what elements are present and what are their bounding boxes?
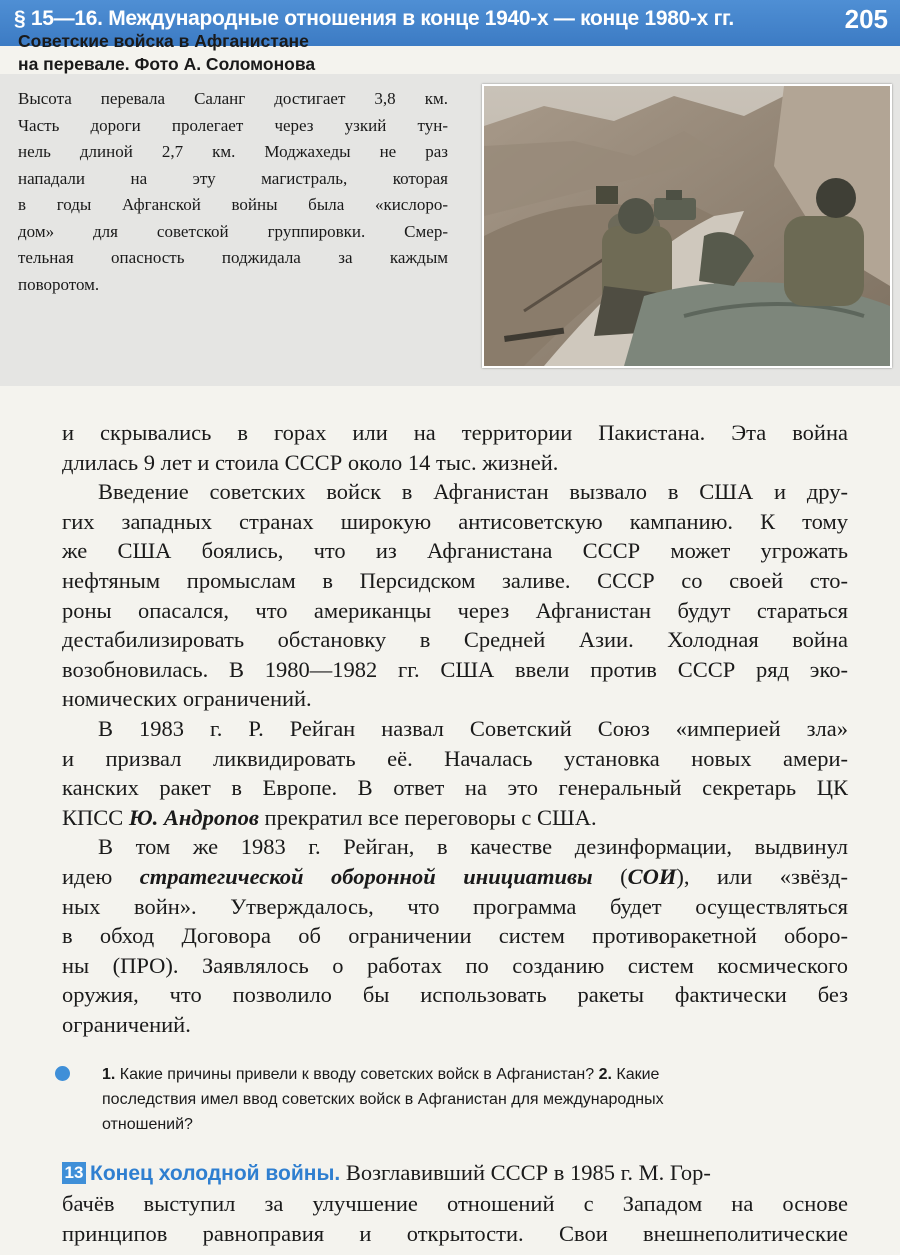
text-line: и призвал ликвидировать её. Началась установка новых амери- bbox=[62, 745, 848, 771]
question-line: последствия имел ввод советских войск в Афганистан для международных bbox=[102, 1091, 664, 1108]
term-sdi-abbr: СОИ bbox=[627, 863, 677, 889]
section-title: Конец холодной войны. bbox=[90, 1162, 341, 1185]
photo-caption-title bbox=[18, 30, 468, 76]
question-text: Какие bbox=[611, 1066, 660, 1083]
text-line: длилась 9 лет и стоила СССР около 14 тыс. жизней. bbox=[62, 449, 559, 475]
review-questions bbox=[102, 1062, 846, 1137]
text-line: принципов равноправия и открытости. Свои внешнеполитические bbox=[62, 1221, 848, 1246]
photo-illustration bbox=[484, 86, 890, 366]
text-line: и скрывались в горах или на территории Пакистана. Эта война bbox=[62, 420, 848, 445]
text-fragment: прекратил все переговоры с США. bbox=[258, 804, 597, 830]
text-fragment: КПСС bbox=[62, 804, 129, 830]
text-line: ограничений. bbox=[62, 1011, 191, 1037]
caption-line: в годы Афганской войны была «кислоро- bbox=[18, 195, 448, 214]
question-line: отношений? bbox=[102, 1116, 193, 1133]
text-line: бачёв выступил за улучшение отношений с Западом на основе bbox=[62, 1191, 848, 1216]
caption-line: Высота перевала Саланг достигает 3,8 км. bbox=[18, 89, 448, 108]
caption-line: тельная опасность поджидала за каждым bbox=[18, 248, 448, 267]
caption-line: поворотом. bbox=[18, 274, 100, 294]
caption-line: нель длиной 2,7 км. Моджахеды не раз bbox=[18, 142, 448, 161]
caption-line: дом» для советской группировки. Смер- bbox=[18, 221, 448, 241]
chapter-title: § 15—16. Международные отношения в конце 1940-х — конце 1980-х гг. bbox=[14, 7, 734, 30]
text-line: нефтяным промыслам в Персидском заливе. СССР со своей сто- bbox=[62, 567, 848, 593]
text-fragment: ( bbox=[592, 863, 628, 889]
text-line: дестабилизировать обстановку в Средней Азии. Холодная война bbox=[62, 627, 848, 653]
text-fragment: ), или «звёзд- bbox=[676, 863, 848, 889]
question-text: Какие причины привели к вводу советских войск в Афганистан? bbox=[115, 1066, 599, 1083]
main-text bbox=[62, 418, 848, 1039]
text-line: гих западных странах широкую антисоветскую кампанию. К тому bbox=[62, 508, 848, 534]
text-line: Введение советских войск в Афганистан вызвало в США и дру- bbox=[98, 479, 848, 505]
section-number-badge: 13 bbox=[62, 1162, 86, 1184]
text-line: в обход Договора об ограничении систем противоракетной оборо- bbox=[62, 923, 848, 949]
text-line: оружия, что позволило бы использовать ракеты фактически без bbox=[62, 982, 848, 1008]
text-line: же США боялись, что из Афганистана СССР может угрожать bbox=[62, 538, 848, 564]
afghanistan-photo bbox=[482, 84, 892, 368]
page-number: 205 bbox=[844, 4, 888, 34]
text-line bbox=[62, 803, 848, 833]
question-line bbox=[102, 1062, 846, 1087]
question-bullet-icon bbox=[55, 1066, 70, 1081]
caption-title-line: на перевале. Фото А. Соломонова bbox=[18, 54, 316, 74]
text-line: В 1983 г. Р. Рейган назвал Советский Союз «империей зла» bbox=[98, 715, 848, 741]
text-line: В том же 1983 г. Рейган, в качестве дезинформации, выдвинул bbox=[98, 834, 848, 860]
text-line: роны опасался, что американцы через Афганистан будут стараться bbox=[62, 597, 848, 623]
text-line: ны (ПРО). Заявлялось о работах по созданию систем космического bbox=[62, 952, 848, 978]
text-line bbox=[62, 862, 848, 892]
section-13 bbox=[62, 1158, 848, 1249]
person-name: Ю. Андропов bbox=[128, 804, 259, 830]
photo-caption-text bbox=[18, 86, 448, 298]
text-line: канских ракет в Европе. В ответ на это генеральный секретарь ЦК bbox=[62, 775, 848, 801]
text-line: ных войн». Утверждалось, что программа будет осуществляться bbox=[62, 893, 848, 919]
term-sdi: стратегической оборонной инициативы bbox=[139, 863, 593, 889]
section-heading-line bbox=[62, 1158, 848, 1189]
text-fragment: идею bbox=[62, 863, 140, 889]
caption-line: Часть дороги пролегает через узкий тун- bbox=[18, 115, 448, 135]
text-fragment: Возглавивший СССР в 1985 г. М. Гор- bbox=[340, 1160, 711, 1185]
caption-title-line: Советские войска в Афганистане bbox=[18, 31, 309, 51]
question-number: 1. bbox=[102, 1066, 116, 1083]
text-line: номических ограничений. bbox=[62, 686, 312, 712]
text-line: возобновилась. В 1980—1982 гг. США ввели против СССР ряд эко- bbox=[62, 656, 848, 682]
question-number: 2. bbox=[598, 1066, 612, 1083]
caption-line: нападали на эту магистраль, которая bbox=[18, 168, 448, 188]
